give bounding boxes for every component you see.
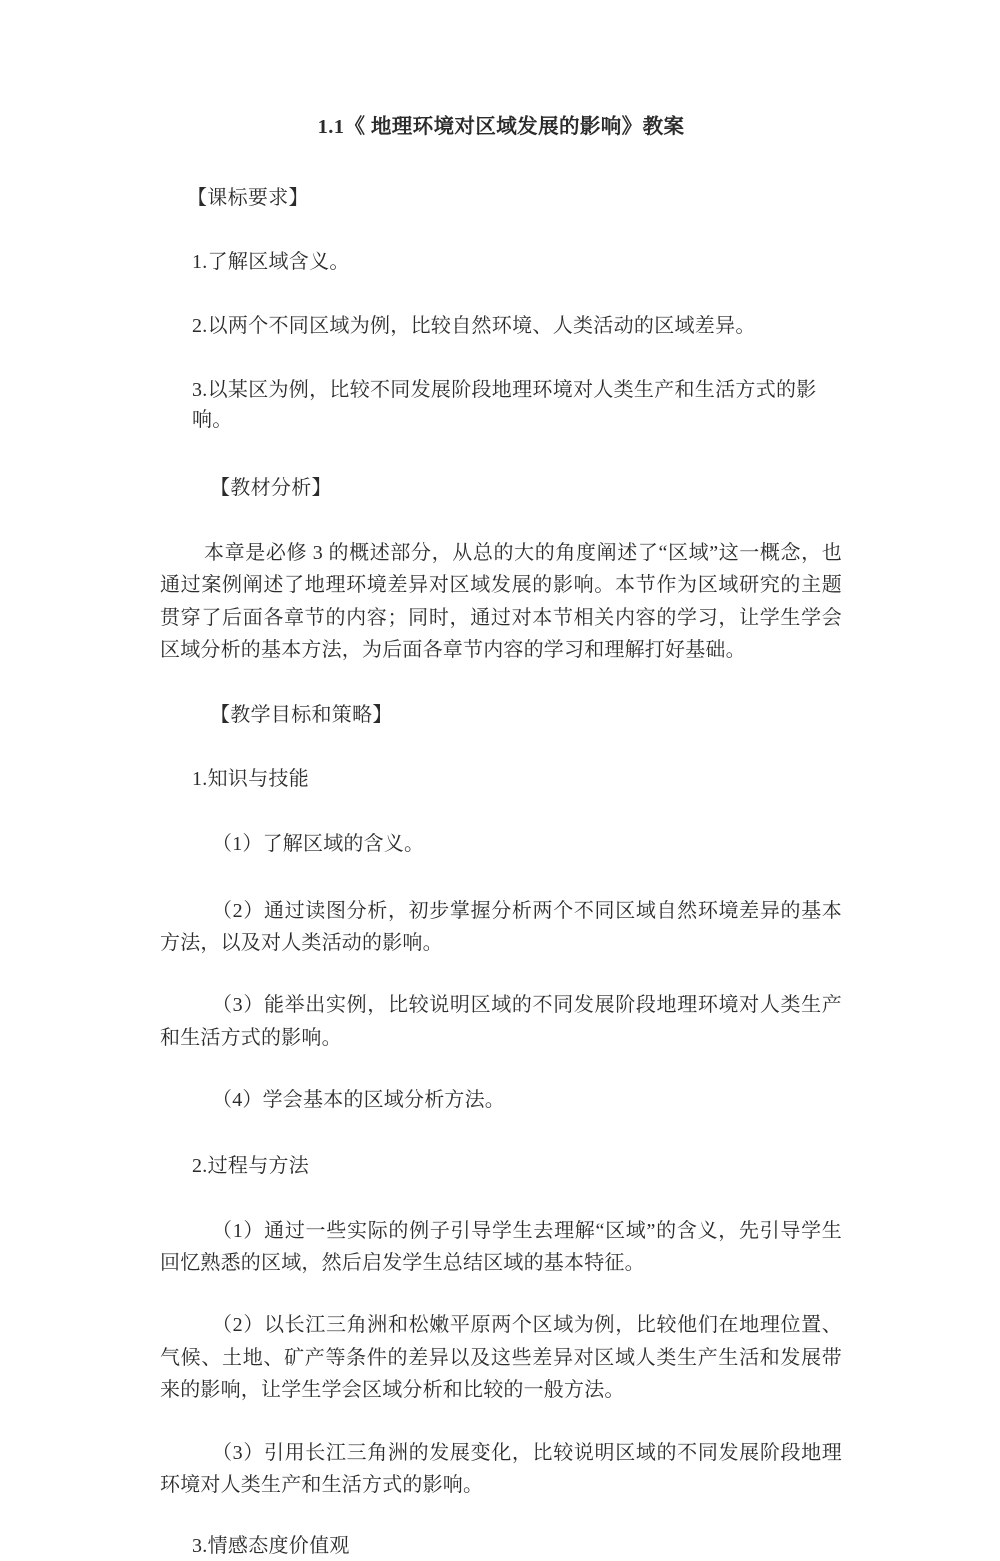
spacer: [160, 959, 842, 989]
objective-item-1-1: （1）了解区域的含义。: [212, 833, 425, 856]
spacer: [160, 503, 842, 537]
objective-item-1-3: （3）能举出实例，比较说明区域的不同发展阶段地理环境对人类生产和生活方式的影响。: [160, 994, 842, 1049]
objective-group-label-3: 3.情感态度价值观: [192, 1535, 350, 1558]
heading-material-analysis: 【教材分析】: [210, 476, 332, 499]
document-text-block: [160, 112, 842, 1561]
spacer: [160, 1181, 842, 1215]
spacer: [160, 794, 842, 828]
objective-item-2-1: （1）通过一些实际的例子引导学生去理解“区域”的含义，先引导学生回忆熟悉的区域，然后启发学生总结区域的基本特征。: [160, 1219, 842, 1275]
objective-group-label-1: 1.知识与技能: [192, 768, 310, 791]
standard-requirement-item-2: 2.以两个不同区域为例，比较自然环境、人类活动的区域差异。: [192, 314, 756, 337]
spacer: [160, 341, 842, 375]
spacer: [160, 666, 842, 700]
spacer: [160, 1407, 842, 1437]
heading-standard-requirements: 【课标要求】: [187, 186, 309, 209]
standard-requirement-item-1: 1.了解区域含义。: [192, 250, 350, 273]
spacer: [160, 1501, 842, 1531]
material-analysis-paragraph: 本章是必修 3 的概述部分，从总的大的角度阐述了“区域”这一概念，也通过案例阐述了地理环境差异对区域发展的影响。本节作为区域研究的主题贯穿了后面各章节的内容；同时，通过对本节相关内容的学习，让学生学会区域分析的基本方法，为后面各章节内容的学习和理解打好基础。: [160, 541, 842, 661]
heading-objectives-and-strategies: 【教学目标和策略】: [210, 704, 393, 727]
spacer: [160, 861, 842, 895]
objective-item-2-2: （2）以长江三角洲和松嫩平原两个区域为例，比较他们在地理位置、气候、土地、矿产等条件的差异以及这些差异对区域人类生产生活和发展带来的影响，让学生学会区域分析和比较的一般方法。: [160, 1314, 842, 1402]
objective-item-1-4: （4）学会基本的区域分析方法。: [212, 1089, 505, 1112]
objective-group-label-2: 2.过程与方法: [192, 1154, 310, 1177]
objective-item-2-3: （3）引用长江三角洲的发展变化，比较说明区域的不同发展阶段地理环境对人类生产和生活方式的影响。: [160, 1441, 842, 1496]
spacer: [160, 277, 842, 311]
standard-requirement-item-3: 3.以某区为例，比较不同发展阶段地理环境对人类生产和生活方式的影响。: [192, 378, 817, 431]
page-title: 1.1《 地理环境对区域发展的影响》教案: [317, 116, 685, 138]
spacer: [160, 435, 842, 473]
spacer: [160, 213, 842, 247]
spacer: [160, 1279, 842, 1309]
spacer: [160, 730, 842, 764]
spacer: [160, 1117, 842, 1151]
spacer: [160, 1054, 842, 1084]
objective-item-1-2: （2）通过读图分析，初步掌握分析两个不同区域自然环境差异的基本方法，以及对人类活动的影响。: [160, 899, 842, 955]
